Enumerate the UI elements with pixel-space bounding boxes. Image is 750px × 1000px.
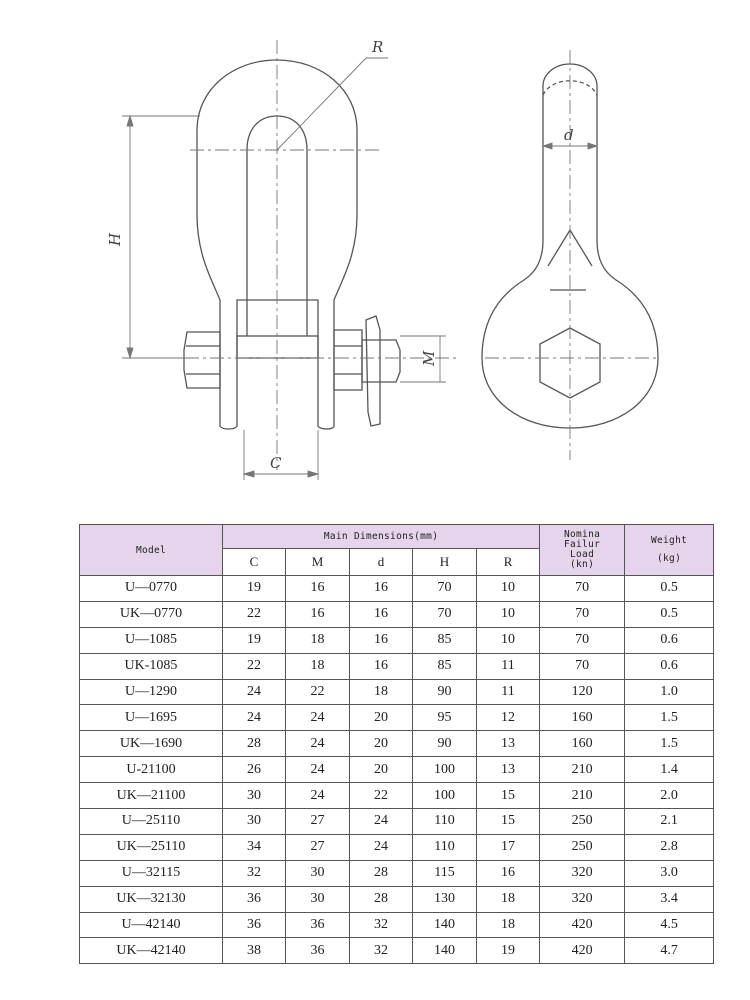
cell-model: U—32115 bbox=[80, 860, 223, 886]
cell-d: 16 bbox=[350, 576, 413, 602]
header-d: d bbox=[350, 549, 413, 576]
cell-c: 28 bbox=[223, 731, 286, 757]
cell-c: 22 bbox=[223, 601, 286, 627]
pin-hex-head bbox=[184, 332, 220, 388]
cell-weight: 0.5 bbox=[625, 601, 714, 627]
cell-load: 420 bbox=[540, 938, 625, 964]
cell-weight: 2.8 bbox=[625, 834, 714, 860]
dimension-label-h: H bbox=[106, 232, 124, 246]
cell-h: 90 bbox=[413, 731, 477, 757]
specification-table bbox=[79, 524, 714, 964]
table-row bbox=[80, 627, 714, 653]
header-m: M bbox=[286, 549, 350, 576]
cell-d: 32 bbox=[350, 938, 413, 964]
cell-d: 20 bbox=[350, 705, 413, 731]
cell-h: 85 bbox=[413, 627, 477, 653]
cell-d: 24 bbox=[350, 809, 413, 835]
cell-m: 36 bbox=[286, 938, 350, 964]
cell-c: 19 bbox=[223, 576, 286, 602]
load-line-4: (kn) bbox=[570, 559, 595, 570]
cell-model: U-21100 bbox=[80, 757, 223, 783]
cell-m: 24 bbox=[286, 757, 350, 783]
cotter-pin bbox=[366, 316, 380, 426]
cell-model: UK—32130 bbox=[80, 886, 223, 912]
cell-r: 11 bbox=[477, 653, 540, 679]
table-row bbox=[80, 576, 714, 602]
cell-c: 26 bbox=[223, 757, 286, 783]
cell-load: 160 bbox=[540, 731, 625, 757]
table-row bbox=[80, 783, 714, 809]
header-h: H bbox=[413, 549, 477, 576]
header-c: C bbox=[223, 549, 286, 576]
cell-weight: 1.4 bbox=[625, 757, 714, 783]
cell-r: 13 bbox=[477, 757, 540, 783]
dimension-label-c: C bbox=[270, 454, 282, 472]
cell-h: 110 bbox=[413, 809, 477, 835]
header-r: R bbox=[477, 549, 540, 576]
cell-model: U—1290 bbox=[80, 679, 223, 705]
cell-h: 70 bbox=[413, 576, 477, 602]
cell-model: U—1085 bbox=[80, 627, 223, 653]
cell-r: 12 bbox=[477, 705, 540, 731]
cell-load: 70 bbox=[540, 653, 625, 679]
cell-c: 22 bbox=[223, 653, 286, 679]
load-line-3: Load bbox=[570, 549, 595, 560]
cell-h: 90 bbox=[413, 679, 477, 705]
cell-h: 100 bbox=[413, 783, 477, 809]
cell-h: 95 bbox=[413, 705, 477, 731]
cell-weight: 4.7 bbox=[625, 938, 714, 964]
cell-r: 13 bbox=[477, 731, 540, 757]
load-line-2: Failur bbox=[564, 539, 601, 550]
cell-weight: 2.0 bbox=[625, 783, 714, 809]
cell-c: 36 bbox=[223, 886, 286, 912]
cell-m: 24 bbox=[286, 731, 350, 757]
cell-model: U—42140 bbox=[80, 912, 223, 938]
cell-h: 100 bbox=[413, 757, 477, 783]
cell-d: 28 bbox=[350, 886, 413, 912]
cell-c: 32 bbox=[223, 860, 286, 886]
cell-model: UK—42140 bbox=[80, 938, 223, 964]
cell-model: UK-1085 bbox=[80, 653, 223, 679]
cell-c: 24 bbox=[223, 705, 286, 731]
table-row bbox=[80, 834, 714, 860]
cell-h: 70 bbox=[413, 601, 477, 627]
cell-d: 24 bbox=[350, 834, 413, 860]
table-row bbox=[80, 938, 714, 964]
cell-weight: 1.5 bbox=[625, 705, 714, 731]
cell-h: 140 bbox=[413, 938, 477, 964]
cell-load: 120 bbox=[540, 679, 625, 705]
pin-body bbox=[237, 336, 318, 358]
dimension-label-r: R bbox=[372, 38, 384, 56]
cell-h: 130 bbox=[413, 886, 477, 912]
cell-r: 18 bbox=[477, 886, 540, 912]
cell-m: 18 bbox=[286, 627, 350, 653]
table-row bbox=[80, 860, 714, 886]
cell-c: 30 bbox=[223, 809, 286, 835]
table-row bbox=[80, 601, 714, 627]
cell-d: 20 bbox=[350, 731, 413, 757]
cell-load: 70 bbox=[540, 627, 625, 653]
cell-d: 16 bbox=[350, 601, 413, 627]
cell-r: 18 bbox=[477, 912, 540, 938]
cell-load: 250 bbox=[540, 809, 625, 835]
cell-model: U—1695 bbox=[80, 705, 223, 731]
table-row bbox=[80, 679, 714, 705]
cell-d: 28 bbox=[350, 860, 413, 886]
cell-r: 16 bbox=[477, 860, 540, 886]
cell-d: 32 bbox=[350, 912, 413, 938]
cell-m: 16 bbox=[286, 601, 350, 627]
cell-c: 24 bbox=[223, 679, 286, 705]
cell-c: 30 bbox=[223, 783, 286, 809]
cell-load: 420 bbox=[540, 912, 625, 938]
cell-d: 16 bbox=[350, 627, 413, 653]
cell-load: 210 bbox=[540, 757, 625, 783]
cell-load: 70 bbox=[540, 601, 625, 627]
table-row bbox=[80, 705, 714, 731]
cell-m: 22 bbox=[286, 679, 350, 705]
cell-c: 38 bbox=[223, 938, 286, 964]
cell-r: 10 bbox=[477, 576, 540, 602]
cell-r: 17 bbox=[477, 834, 540, 860]
header-main-dimensions: Main Dimensions(mm) bbox=[223, 525, 540, 549]
cell-weight: 0.5 bbox=[625, 576, 714, 602]
cell-weight: 3.0 bbox=[625, 860, 714, 886]
cell-m: 16 bbox=[286, 576, 350, 602]
header-weight bbox=[625, 525, 714, 576]
weight-unit: (kg) bbox=[657, 553, 682, 564]
cell-h: 85 bbox=[413, 653, 477, 679]
cell-d: 20 bbox=[350, 757, 413, 783]
cell-r: 15 bbox=[477, 809, 540, 835]
specification-table-body bbox=[80, 576, 714, 964]
cell-load: 250 bbox=[540, 834, 625, 860]
cell-model: UK—0770 bbox=[80, 601, 223, 627]
cell-m: 30 bbox=[286, 886, 350, 912]
cell-weight: 2.1 bbox=[625, 809, 714, 835]
cell-weight: 0.6 bbox=[625, 627, 714, 653]
weight-label: Weight bbox=[651, 535, 688, 546]
cell-d: 18 bbox=[350, 679, 413, 705]
cell-load: 160 bbox=[540, 705, 625, 731]
table-row bbox=[80, 886, 714, 912]
cell-model: UK—1690 bbox=[80, 731, 223, 757]
nut bbox=[334, 330, 362, 390]
cell-r: 11 bbox=[477, 679, 540, 705]
cell-h: 140 bbox=[413, 912, 477, 938]
cell-weight: 3.4 bbox=[625, 886, 714, 912]
header-nominal-failure-load bbox=[540, 525, 625, 576]
table-row bbox=[80, 653, 714, 679]
table-row bbox=[80, 912, 714, 938]
table-row bbox=[80, 731, 714, 757]
cell-r: 19 bbox=[477, 938, 540, 964]
cell-c: 36 bbox=[223, 912, 286, 938]
cell-h: 110 bbox=[413, 834, 477, 860]
cell-weight: 0.6 bbox=[625, 653, 714, 679]
dimension-label-m: M bbox=[420, 350, 438, 366]
cell-model: U—0770 bbox=[80, 576, 223, 602]
cell-model: UK—25110 bbox=[80, 834, 223, 860]
cell-weight: 4.5 bbox=[625, 912, 714, 938]
table-row bbox=[80, 757, 714, 783]
cell-r: 10 bbox=[477, 601, 540, 627]
cell-model: U—25110 bbox=[80, 809, 223, 835]
cell-load: 320 bbox=[540, 886, 625, 912]
cell-d: 22 bbox=[350, 783, 413, 809]
cell-m: 30 bbox=[286, 860, 350, 886]
load-line-1: Nomina bbox=[564, 529, 601, 540]
cell-weight: 1.0 bbox=[625, 679, 714, 705]
dimension-label-d: d bbox=[564, 126, 574, 144]
cell-load: 70 bbox=[540, 576, 625, 602]
cell-weight: 1.5 bbox=[625, 731, 714, 757]
cell-m: 27 bbox=[286, 809, 350, 835]
cell-m: 24 bbox=[286, 783, 350, 809]
cell-m: 18 bbox=[286, 653, 350, 679]
header-model: Model bbox=[80, 525, 223, 576]
cell-d: 16 bbox=[350, 653, 413, 679]
cell-m: 36 bbox=[286, 912, 350, 938]
cell-c: 19 bbox=[223, 627, 286, 653]
cell-r: 10 bbox=[477, 627, 540, 653]
cell-r: 15 bbox=[477, 783, 540, 809]
table-row bbox=[80, 809, 714, 835]
cell-load: 210 bbox=[540, 783, 625, 809]
cell-m: 24 bbox=[286, 705, 350, 731]
cell-m: 27 bbox=[286, 834, 350, 860]
cell-c: 34 bbox=[223, 834, 286, 860]
cell-model: UK—21100 bbox=[80, 783, 223, 809]
cell-h: 115 bbox=[413, 860, 477, 886]
cell-load: 320 bbox=[540, 860, 625, 886]
